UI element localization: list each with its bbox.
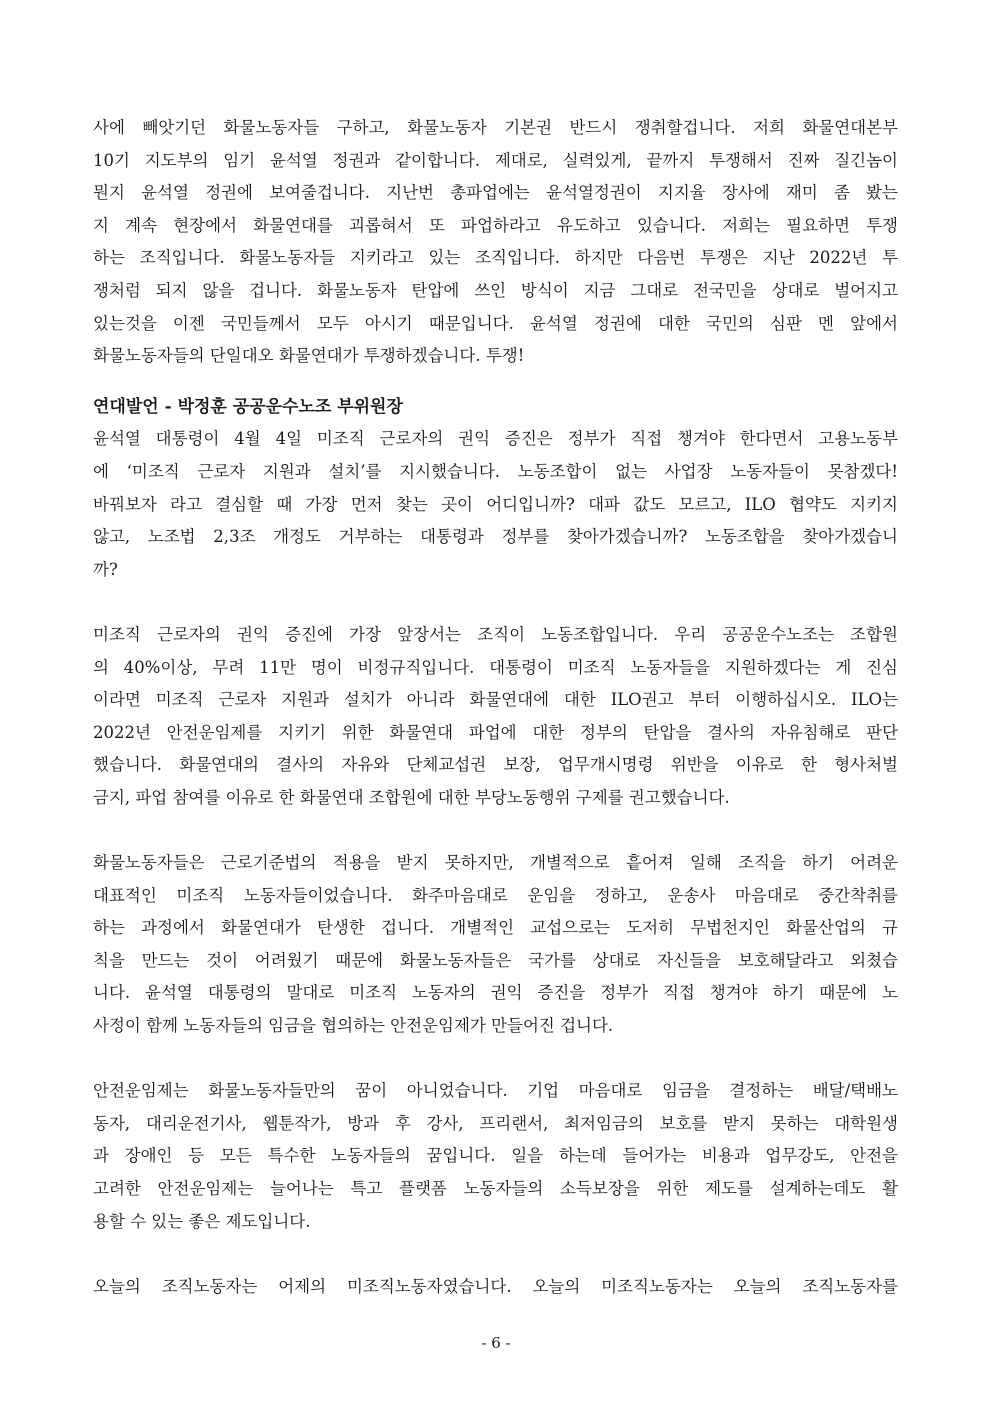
- text-line: 않고, 노조법 2,3조 개정도 거부하는 대통령과 정부를 찾아가겠습니까? 노동조합을 찾아가겠습니: [93, 527, 898, 547]
- text-line: 하는 조직입니다. 화물노동자들 지키라고 있는 조직입니다. 하지만 다음번 투쟁은 지난 2022년 투: [93, 248, 898, 268]
- paragraph-5: [93, 1075, 898, 1238]
- text-line: 했습니다. 화물연대의 결사의 자유와 단체교섭권 보장, 업무개시명령 위반을 이유로 한 형사처벌: [93, 755, 898, 775]
- text-line: 사에 빼앗기던 화물노동자들 구하고, 화물노동자 기본권 반드시 쟁취할겁니다. 저희 화물연대본부: [93, 118, 898, 137]
- section-heading: 연대발언 - 박정훈 공공운수노조 부위원장: [93, 396, 403, 417]
- paragraph-gap: [93, 1238, 898, 1271]
- text-line: 대표적인 미조직 노동자들이었습니다. 화주마음대로 운임을 정하고, 운송사 마음대로 중간착취를: [93, 885, 898, 905]
- text-line: 동자, 대리운전기사, 웹툰작가, 방과 후 강사, 프리랜서, 최저임금의 보호를 받지 못하는 대학원생: [93, 1113, 898, 1133]
- text-line: 의 40%이상, 무려 11만 명이 비정규직입니다. 대통령이 미조직 노동자들을 지원하겠다는 게 진심: [93, 657, 898, 677]
- paragraph-3: [93, 619, 898, 815]
- text-line: 바꿔보자 라고 결심할 때 가장 먼저 찾는 곳이 어디입니까? 대파 값도 모르고, ILO 협약도 지키지: [93, 494, 898, 514]
- text-line: 쟁처럼 되지 않을 겁니다. 화물노동자 탄압에 쓰인 방식이 지금 그대로 전국민을 상대로 벌어지고: [93, 280, 898, 300]
- text-line: 있는것을 이젠 국민들께서 모두 아시기 때문입니다. 윤석열 정권에 대한 국민의 심판 멘 앞에서: [93, 313, 898, 333]
- text-line: 니다. 윤석열 대통령의 말대로 미조직 노동자의 권익 증진을 정부가 직접 챙겨야 하기 때문에 노: [93, 983, 898, 1003]
- text-line: 윤석열 대통령이 4월 4일 미조직 근로자의 권익 증진은 정부가 직접 챙겨야 한다면서 고용노동부: [93, 429, 898, 449]
- paragraph-gap: [93, 814, 898, 847]
- text-line: 과 장애인 등 모든 특수한 노동자들의 꿈입니다. 일을 하는데 들어가는 비용과 업무강도, 안전을: [93, 1146, 898, 1166]
- text-line: 이라면 미조직 근로자 지원과 설치가 아니라 화물연대에 대한 ILO권고 부터 이행하십시오. ILO는: [93, 690, 898, 710]
- text-line: 뭔지 윤석열 정권에 보여줄겁니다. 지난번 총파업에는 윤석열정권이 지지율 장사에 재미 좀 봤는: [93, 183, 898, 203]
- document-page: [93, 112, 898, 1303]
- paragraph-1: [93, 112, 898, 373]
- paragraph-2: [93, 423, 898, 586]
- text-line: 사정이 함께 노동자들의 임금을 협의하는 안전운임제가 만들어진 겁니다.: [93, 1016, 614, 1036]
- text-line: 안전운임제는 화물노동자들만의 꿈이 아니었습니다. 기업 마음대로 임금을 결정하는 배달/택배노: [93, 1081, 898, 1101]
- text-line: 2022년 안전운임제를 지키기 위한 화물연대 파업에 대한 정부의 탄압을 결사의 자유침해로 판단: [93, 722, 898, 742]
- paragraph-gap: [93, 1043, 898, 1076]
- text-line: 고려한 안전운임제는 늘어나는 특고 플랫폼 노동자들의 소득보장을 위한 제도를 설계하는데도 활: [93, 1179, 898, 1198]
- text-line: 10기 지도부의 임기 윤석열 정권과 같이합니다. 제대로, 실력있게, 끝까지 투쟁해서 진짜 질긴놈이: [93, 150, 898, 170]
- paragraph-gap: [93, 586, 898, 619]
- text-line: 오늘의 조직노동자는 어제의 미조직노동자였습니다. 오늘의 미조직노동자는 오늘의 조직노동자를: [93, 1276, 898, 1296]
- text-line: 지 계속 현장에서 화물연대를 괴롭혀서 또 파업하라고 유도하고 있습니다. 저희는 필요하면 투쟁: [93, 215, 898, 235]
- text-line: 미조직 근로자의 권익 증진에 가장 앞장서는 조직이 노동조합입니다. 우리 공공운수노조는 조합원: [93, 624, 898, 644]
- text-line: 하는 과정에서 화물연대가 탄생한 겁니다. 개별적인 교섭으로는 도저히 무법천지인 화물산업의 규: [93, 918, 898, 938]
- text-line: 칙을 만드는 것이 어려웠기 때문에 화물노동자들은 국가를 상대로 자신들을 보호해달라고 외쳤습: [93, 950, 898, 970]
- text-line: 까?: [93, 559, 118, 579]
- text-line: 금지, 파업 참여를 이유로 한 화물연대 조합원에 대한 부당노동행위 구제를 권고했습니다.: [93, 787, 730, 807]
- text-line: 용할 수 있는 좋은 제도입니다.: [93, 1211, 311, 1231]
- page-number: - 6 -: [481, 1334, 511, 1352]
- paragraph-6: [93, 1271, 898, 1304]
- text-line: 화물노동자들은 근로기준법의 적용을 받지 못하지만, 개별적으로 흩어져 일해 조직을 하기 어려운: [93, 853, 898, 873]
- text-line: 에 ‘미조직 근로자 지원과 설치’를 지시했습니다. 노동조합이 없는 사업장 노동자들이 못참겠다!: [93, 461, 898, 481]
- text-line: 화물노동자들의 단일대오 화물연대가 투쟁하겠습니다. 투쟁!: [93, 346, 525, 366]
- paragraph-4: [93, 847, 898, 1043]
